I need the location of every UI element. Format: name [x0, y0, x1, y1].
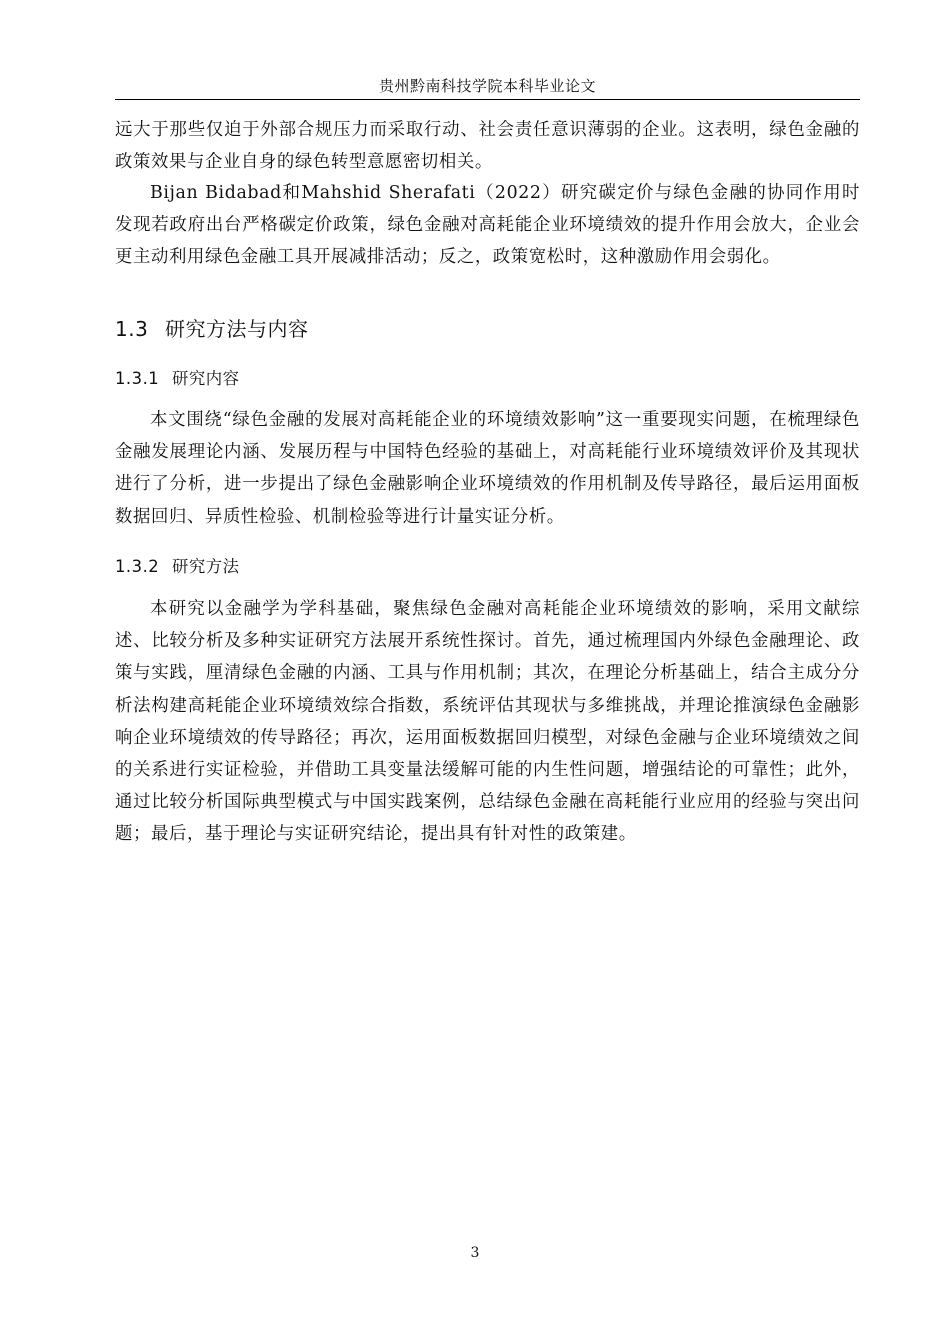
paragraph: Bijan Bidabad和Mahshid Sherafati（2022）研究碳定价与绿色金融的协同作用时发现若政府出台严格碳定价政策，绿色金融对高耗能企业环境绩效的提升作用会放大，企业会更主动利用绿色金融工具开展减排活动；反之，政策宽松时，这种激励作用会弱化。 — [115, 183, 860, 268]
section-number: 1.3 — [115, 317, 149, 341]
paragraph-research-methods — [115, 593, 860, 851]
subsection-title: 研究方法 — [172, 557, 240, 576]
subsection-heading — [115, 368, 240, 390]
page-number: 3 — [470, 1245, 480, 1261]
paragraph-continuation — [115, 114, 860, 178]
subsection-title: 研究内容 — [172, 369, 240, 388]
paragraph: 本文围绕“绿色金融的发展对高耗能企业的环境绩效影响”这一重要现实问题，在梳理绿色金融发展理论内涵、发展历程与中国特色经验的基础上，对高耗能行业环境绩效评价及其现状进行了分析，进一步提出了绿色金融影响企业环境绩效的作用机制及传导路径，最后运用面板数据回归、异质性检验、机制检验等进行计量实证分析。 — [115, 410, 860, 527]
paragraph-bidabad — [115, 177, 860, 274]
subsection-number: 1.3.2 — [115, 557, 160, 576]
paragraph-research-content — [115, 404, 860, 533]
subsection-number: 1.3.1 — [115, 369, 160, 388]
running-header: 贵州黔南科技学院本科毕业论文 — [378, 77, 596, 95]
section-title: 研究方法与内容 — [165, 317, 309, 341]
subsection-heading — [115, 556, 240, 578]
header-rule — [115, 99, 860, 100]
paragraph: 本研究以金融学为学科基础，聚焦绿色金融对高耗能企业环境绩效的影响，采用文献综述、比较分析及多种实证研究方法展开系统性探讨。首先，通过梳理国内外绿色金融理论、政策与实践，厘清绿色金融的内涵、工具与作用机制；其次，在理论分析基础上，结合主成分分析法构建高耗能企业环境绩效综合指数，系统评估其现状与多维挑战，并理论推演绿色金融影响企业环境绩效的传导路径；再次，运用面板数据回归模型，对绿色金融与企业环境绩效之间的关系进行实证检验，并借助工具变量法缓解可能的内生性问题，增强结论的可靠性；此外，通过比较分析国际典型模式与中国实践案例，总结绿色金融在高耗能行业应用的经验与突出问题；最后，基于理论与实证研究结论，提出具有针对性的政策建。 — [115, 599, 860, 845]
paragraph: 远大于那些仅迫于外部合规压力而采取行动、社会责任意识薄弱的企业。这表明，绿色金融的政策效果与企业自身的绿色转型意愿密切相关。 — [115, 120, 860, 173]
section-heading — [115, 316, 309, 342]
